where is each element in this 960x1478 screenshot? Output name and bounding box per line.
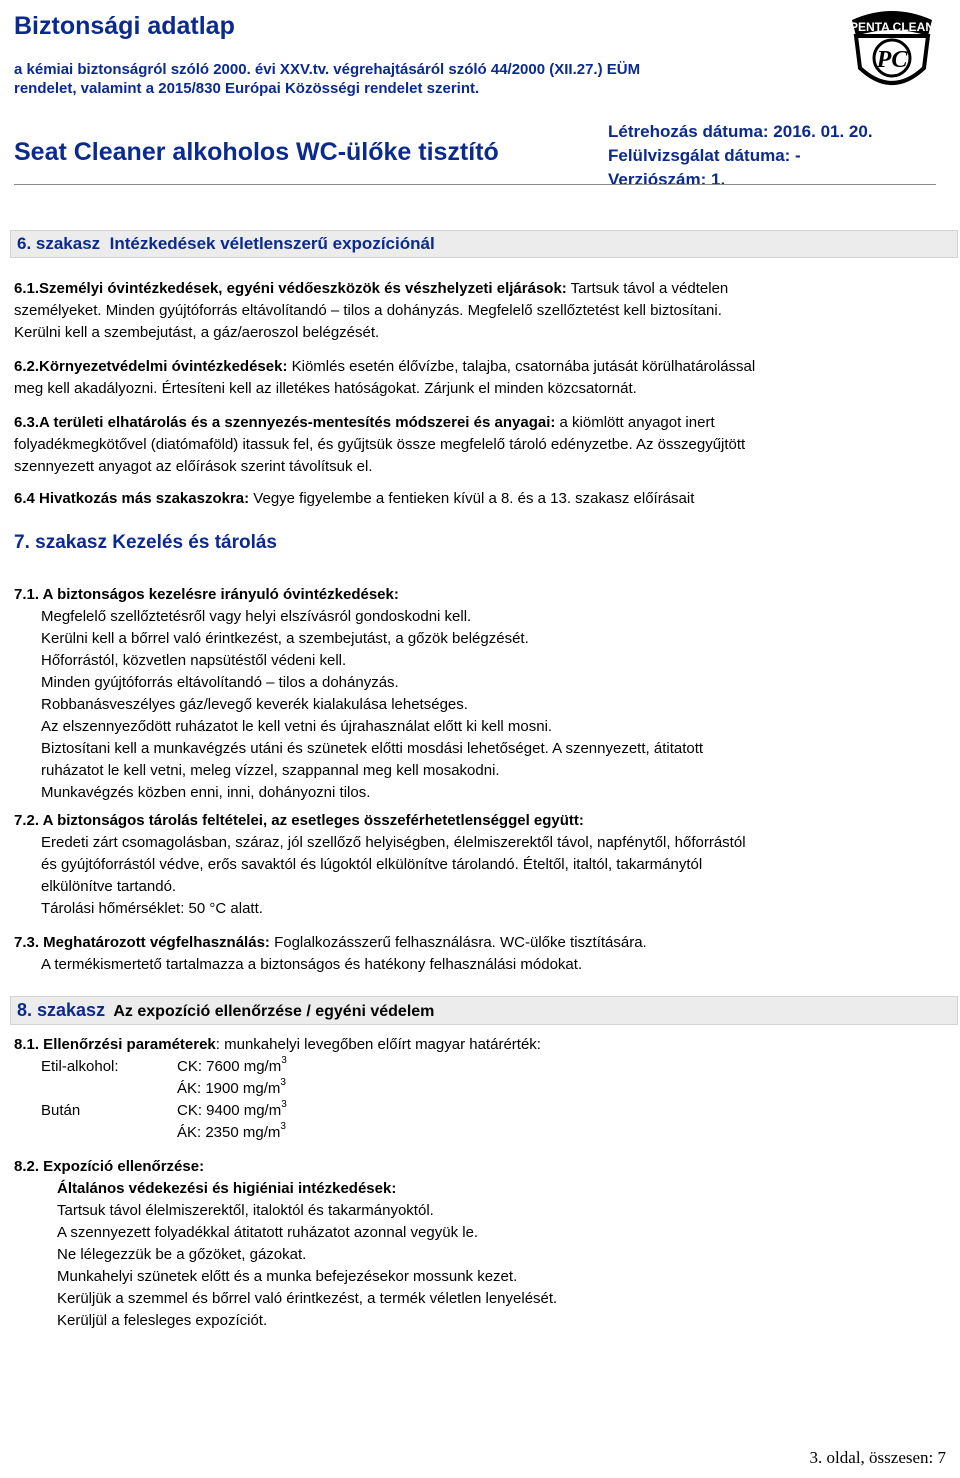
paragraph-7-3: 7.3. Meghatározott végfelhasználás: Foglalkozásszerű felhasználásra. WC-ülőke tisztítására. A termékismertető tartalmazza a biztonságos és hatékony felhasználási módokat. xyxy=(14,934,647,973)
paragraph-6-1: 6.1.Személyi óvintézkedések, egyéni védőeszközök és vészhelyzeti eljárások: Tartsuk távol a védtelen személyeket. Minden gyújtóforrás eltávolítandó – tilos a dohányzás. Megfelelő szellőztetést kell biztosítani. Kerülni kell a szembejutást, a gáz/aeroszol belégzését. xyxy=(14,280,729,341)
paragraph-6-4: 6.4 Hivatkozás más szakaszokra: Vegye figyelembe a fentieken kívül a 8. és a 13. szakasz előírásait xyxy=(14,490,695,507)
logo-text: PENTA CLEAN xyxy=(850,20,934,34)
exposure-limits xyxy=(14,1056,944,1144)
paragraph-8-1: 8.1. Ellenőrzési paraméterek: munkahelyi levegőben előírt magyar határérték: Etil-alkohol: CK: 7600 $mg/m^3$ ÁK: 1900 $mg/m^3$ Bután CK: 9400 $mg/m^3$ ÁK: 2350 $mg/m^3$ xyxy=(14,1034,944,1144)
product-name: Seat Cleaner alkoholos WC-ülőke tisztító xyxy=(14,138,499,166)
section-7-heading: 7. szakasz Kezelés és tárolás xyxy=(14,532,278,553)
created-date: Létrehozás dátuma: 2016. 01. 20. xyxy=(608,122,873,141)
document-title: Biztonsági adatlap xyxy=(14,12,235,40)
version-number: Verziószám: 1. xyxy=(608,170,726,189)
paragraph-8-2: 8.2. Expozíció ellenőrzése: Általános védekezési és higiéniai intézkedések: Tartsuk távol élelmiszerektől, italoktól és takarmányoktól. A szennyezett folyadékkal átitatott ruházatot azonnal vegyük le. Ne lélegezzük be a gőzöket, gázokat. Munkahelyi szünetek előtt és a munka befejezésekor mossunk kezet. Kerüljük a szemmel és bőrrel való érintkezést, a termék véletlen lenyelését. Kerüljül a felesleges expozíciót. xyxy=(14,1156,944,1332)
section-6-heading: 6. szakasz Intézkedések véletlenszerű expozíciónál xyxy=(10,230,958,258)
section-8-heading: 8. szakasz Az expozíció ellenőrzése / egyéni védelem xyxy=(10,996,958,1025)
logo-mark: PC xyxy=(876,47,908,73)
limit-row: Etil-alkohol: CK: 7600 $mg/m^3$ xyxy=(41,1055,287,1075)
limit-row: ÁK: 2350 $mg/m^3$ xyxy=(177,1121,286,1141)
regulation-reference: a kémiai biztonságról szóló 2000. évi XXV.tv. végrehajtásáról szóló 44/2000 (XII.27.) EÜM rendelet, valamint a 2015/830 Európai Közösségi rendelet szerint. xyxy=(14,61,641,97)
paragraph-6-2: 6.2.Környezetvédelmi óvintézkedések: Kiömlés esetén élővízbe, talajba, csatornába jutását körülhatárolással meg kell akadályozni. Értesíteni kell az illetékes hatóságokat. Zárjunk el minden közcsatornát. xyxy=(14,358,756,397)
revision-date: Felülvizsgálat dátuma: - xyxy=(608,146,801,165)
page-number: 3. oldal, összesen: 7 xyxy=(809,1448,946,1467)
penta-clean-logo xyxy=(844,6,940,94)
header-divider xyxy=(14,184,936,185)
limit-row: Bután CK: 9400 $mg/m^3$ xyxy=(41,1099,287,1119)
paragraph-7-1: 7.1. A biztonságos kezelésre irányuló óvintézkedések: Megfelelő szellőztetésről vagy helyi elszívásról gondoskodni kell. Kerülni kell a bőrrel való érintkezést, a szembejutást, a gőzök belégzését. Hőforrástól, közvetlen napsütéstől védeni kell. Minden gyújtóforrás eltávolítandó – tilos a dohányzás. Robbanásveszélyes gáz/levegő keverék kialakulása lehetséges. Az elszennyeződött ruházatot le kell vetni és újrahasználat előtt ki kell mosni. Biztosítani kell a munkavégzés utáni és szünetek előtti mosdási lehetőséget. A szennyezett, átitatott ruházatot le kell vetni, meleg vízzel, szappannal meg kell mosakodni. Munkavégzés közben enni, inni, dohányozni tilos. xyxy=(14,584,944,804)
paragraph-6-3: 6.3.A területi elhatárolás és a szennyezés-mentesítés módszerei és anyagai: a kiömlött anyagot inert folyadékmegkötővel (diatómaföld) itassuk fel, és gyűjtsük össze megfelelő tároló edényzetbe. Az összegyűjtött szennyezett anyagot az előírások szerint távolítsuk el. xyxy=(14,414,746,475)
list-7-2: Eredeti zárt csomagolásban, száraz, jól szellőző helyiségben, élelmiszerektől távol, napfénytől, hőforrástól és gyújtóforrástól védve, erős savaktól és lúgoktól elkülönítve tárolandó. Ételtől, italtól, takarmánytól elkülönítve tartandó. Tárolási hőmérséklet: 50 °C alatt. xyxy=(41,834,746,917)
paragraph-7-2: 7.2. A biztonságos tárolás feltételei, az esetleges összeférhetetlenséggel együtt: Eredeti zárt csomagolásban, száraz, jól szellőző helyiségben, élelmiszerektől távol, napfénytől, hőforrástól és gyújtóforrástól védve, erős savaktól és lúgoktól elkülönítve tárolandó. Ételtől, italtól, takarmánytól elkülönítve tartandó. Tárolási hőmérséklet: 50 °C alatt. xyxy=(14,810,944,920)
hygiene-measures: Általános védekezési és higiéniai intézkedések: Tartsuk távol élelmiszerektől, italoktól és takarmányoktól. A szennyezett folyadékkal átitatott ruházatot azonnal vegyük le. Ne lélegezzük be a gőzöket, gázokat. Munkahelyi szünetek előtt és a munka befejezésekor mossunk kezet. Kerüljük a szemmel és bőrrel való érintkezést, a termék véletlen lenyelését. Kerüljül a felesleges expozíciót. xyxy=(57,1180,558,1329)
list-7-1: Megfelelő szellőztetésről vagy helyi elszívásról gondoskodni kell. Kerülni kell a bőrrel való érintkezést, a szembejutást, a gőzök belégzését. Hőforrástól, közvetlen napsütéstől védeni kell. Minden gyújtóforrás eltávolítandó – tilos a dohányzás. Robbanásveszélyes gáz/levegő keverék kialakulása lehetséges. Az elszennyeződött ruházatot le kell vetni és újrahasználat előtt ki kell mosni. Biztosítani kell a munkavégzés utáni és szünetek előtti mosdási lehetőséget. A szennyezett, átitatott ruházatot le kell vetni, meleg vízzel, szappannal meg kell mosakodni. Munkavégzés közben enni, inni, dohányozni tilos. xyxy=(41,608,704,801)
document-meta xyxy=(608,120,873,192)
limit-row: ÁK: 1900 $mg/m^3$ xyxy=(177,1077,286,1097)
